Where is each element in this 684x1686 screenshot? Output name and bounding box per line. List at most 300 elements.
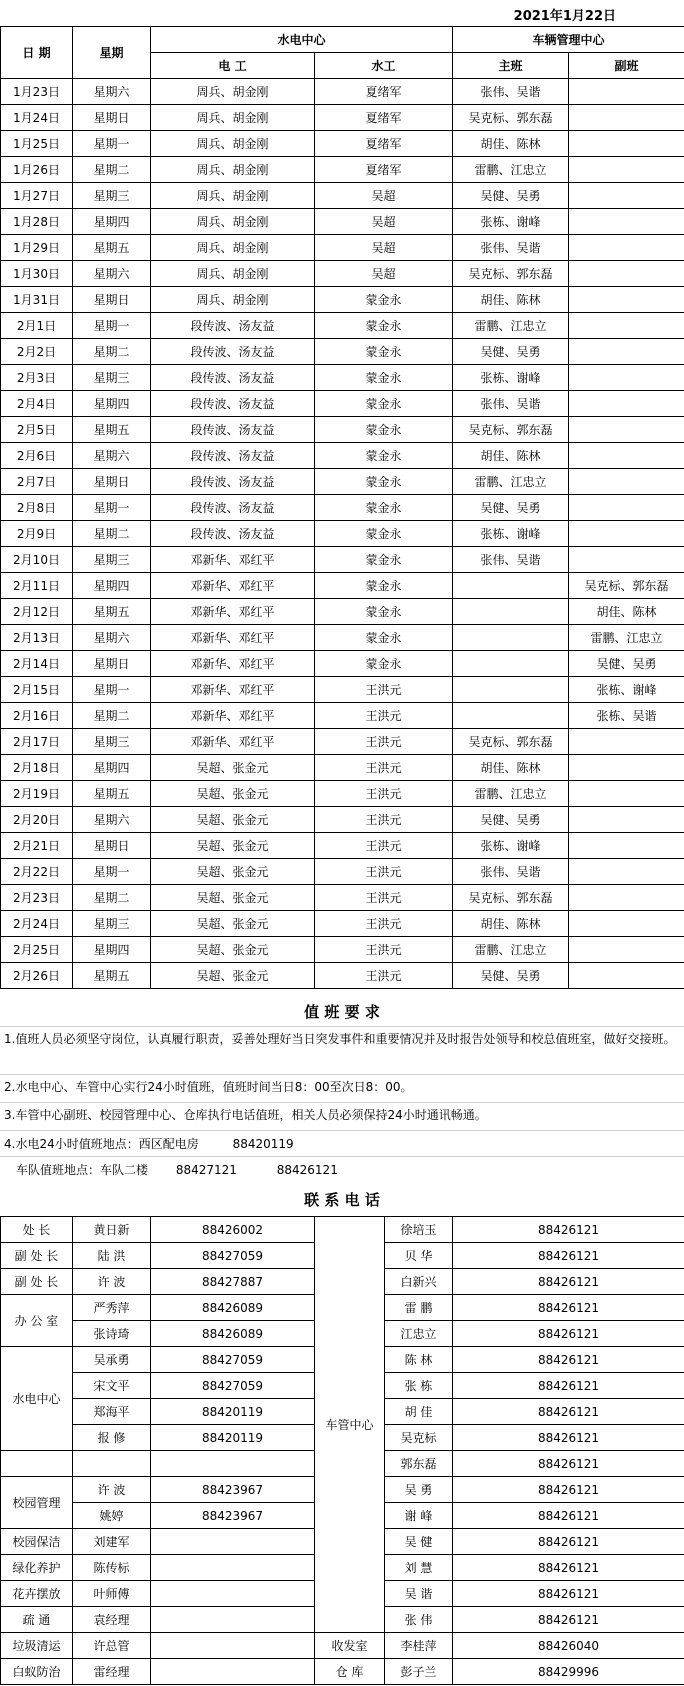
- schedule-electrician-cell: 周兵、胡金刚: [151, 131, 315, 157]
- schedule-vice-shift-cell: [569, 209, 684, 235]
- schedule-date-cell: 2月3日: [1, 365, 73, 391]
- schedule-row: [1, 677, 684, 703]
- schedule-plumber-cell: 王洪元: [315, 859, 453, 885]
- contact-role-cell: 收发室: [315, 1633, 385, 1659]
- contact-name-cell: 报 修: [73, 1425, 151, 1451]
- schedule-date-cell: 2月21日: [1, 833, 73, 859]
- contact-name-cell: 白新兴: [385, 1269, 453, 1295]
- contact-name-cell: 吴 谐: [385, 1581, 453, 1607]
- contact-phone-cell: 88427887: [151, 1269, 315, 1295]
- contact-phone-cell: 88427059: [151, 1243, 315, 1269]
- schedule-main-shift-cell: 吴健、吴勇: [453, 183, 569, 209]
- header-plumber: 水工: [315, 53, 453, 79]
- schedule-main-shift-cell: 吴健、吴勇: [453, 339, 569, 365]
- contacts-table: [0, 1216, 684, 1685]
- schedule-row: [1, 885, 684, 911]
- schedule-plumber-cell: 王洪元: [315, 703, 453, 729]
- schedule-date-cell: 2月8日: [1, 495, 73, 521]
- schedule-date-cell: 2月23日: [1, 885, 73, 911]
- schedule-row: [1, 287, 684, 313]
- schedule-electrician-cell: 吴超、张金元: [151, 937, 315, 963]
- water-duty-location-line: [0, 1130, 684, 1156]
- contact-phone-cell: 88426121: [453, 1347, 684, 1373]
- schedule-main-shift-cell: 吴克标、郭东磊: [453, 261, 569, 287]
- schedule-plumber-cell: 王洪元: [315, 807, 453, 833]
- schedule-vice-shift-cell: [569, 105, 684, 131]
- contact-name-cell: 李桂萍: [385, 1633, 453, 1659]
- schedule-electrician-cell: 吴超、张金元: [151, 833, 315, 859]
- contact-role-cell: 疏 通: [1, 1607, 73, 1633]
- schedule-electrician-cell: 邓新华、邓红平: [151, 703, 315, 729]
- contact-phone-cell: 88429996: [453, 1659, 684, 1685]
- schedule-row: [1, 495, 684, 521]
- schedule-weekday-cell: 星期六: [73, 625, 151, 651]
- schedule-date-cell: 2月10日: [1, 547, 73, 573]
- schedule-plumber-cell: 蒙金永: [315, 313, 453, 339]
- schedule-plumber-cell: 王洪元: [315, 755, 453, 781]
- contact-phone-cell: 88426121: [453, 1295, 684, 1321]
- schedule-row: [1, 339, 684, 365]
- schedule-main-shift-cell: 吴健、吴勇: [453, 807, 569, 833]
- schedule-main-shift-cell: 雷鹏、江忠立: [453, 937, 569, 963]
- schedule-vice-shift-cell: [569, 339, 684, 365]
- schedule-main-shift-cell: [453, 703, 569, 729]
- contact-phone-cell: [151, 1633, 315, 1659]
- schedule-electrician-cell: 邓新华、邓红平: [151, 677, 315, 703]
- contact-phone-cell: [151, 1529, 315, 1555]
- contact-name-cell: 许总管: [73, 1633, 151, 1659]
- contact-role-cell: 白蚁防治: [1, 1659, 73, 1685]
- schedule-electrician-cell: 邓新华、邓红平: [151, 547, 315, 573]
- schedule-electrician-cell: 周兵、胡金刚: [151, 105, 315, 131]
- schedule-weekday-cell: 星期二: [73, 157, 151, 183]
- contact-phone-cell: 88426121: [453, 1243, 684, 1269]
- water-duty-location: 4.水电24小时值班地点：西区配电房: [4, 1137, 199, 1151]
- schedule-weekday-cell: 星期日: [73, 287, 151, 313]
- schedule-plumber-cell: 王洪元: [315, 729, 453, 755]
- schedule-weekday-cell: 星期一: [73, 131, 151, 157]
- contact-role-cell: 处 长: [1, 1217, 73, 1243]
- contact-phone-cell: 88420119: [151, 1399, 315, 1425]
- schedule-vice-shift-cell: [569, 755, 684, 781]
- contact-row: [1, 1217, 684, 1243]
- schedule-vice-shift-cell: [569, 963, 684, 989]
- schedule-main-shift-cell: 吴克标、郭东磊: [453, 729, 569, 755]
- schedule-vice-shift-cell: [569, 833, 684, 859]
- schedule-row: [1, 859, 684, 885]
- contact-name-cell: 刘建军: [73, 1529, 151, 1555]
- contact-phone-cell: 88426040: [453, 1633, 684, 1659]
- schedule-date-cell: 2月19日: [1, 781, 73, 807]
- schedule-vice-shift-cell: [569, 287, 684, 313]
- schedule-plumber-cell: 王洪元: [315, 833, 453, 859]
- contact-phone-cell: 88426121: [453, 1425, 684, 1451]
- schedule-date-cell: 2月1日: [1, 313, 73, 339]
- contact-name-cell: 叶师傅: [73, 1581, 151, 1607]
- schedule-main-shift-cell: 吴克标、郭东磊: [453, 105, 569, 131]
- contact-role-cell: 校园保洁: [1, 1529, 73, 1555]
- schedule-plumber-cell: 王洪元: [315, 963, 453, 989]
- schedule-row: [1, 105, 684, 131]
- schedule-row: [1, 365, 684, 391]
- contact-row: [1, 1659, 684, 1685]
- schedule-vice-shift-cell: 吴健、吴勇: [569, 651, 684, 677]
- schedule-vice-shift-cell: [569, 417, 684, 443]
- schedule-plumber-cell: 蒙金永: [315, 547, 453, 573]
- schedule-main-shift-cell: 张伟、吴谐: [453, 79, 569, 105]
- schedule-vice-shift-cell: [569, 157, 684, 183]
- schedule-plumber-cell: 蒙金永: [315, 287, 453, 313]
- schedule-weekday-cell: 星期一: [73, 313, 151, 339]
- schedule-vice-shift-cell: 吴克标、郭东磊: [569, 573, 684, 599]
- schedule-electrician-cell: 段传波、汤友益: [151, 417, 315, 443]
- schedule-weekday-cell: 星期日: [73, 469, 151, 495]
- schedule-electrician-cell: 段传波、汤友益: [151, 339, 315, 365]
- contact-group-water-power: 水电中心: [1, 1347, 73, 1451]
- schedule-row: [1, 703, 684, 729]
- schedule-weekday-cell: 星期六: [73, 261, 151, 287]
- contact-name-cell: 吴承勇: [73, 1347, 151, 1373]
- schedule-main-shift-cell: 雷鹏、江忠立: [453, 157, 569, 183]
- schedule-date-cell: 2月6日: [1, 443, 73, 469]
- schedule-row: [1, 937, 684, 963]
- schedule-electrician-cell: 吴超、张金元: [151, 755, 315, 781]
- schedule-row: [1, 261, 684, 287]
- header-main-shift: 主班: [453, 53, 569, 79]
- contact-name-cell: 张诗琦: [73, 1321, 151, 1347]
- schedule-row: [1, 729, 684, 755]
- schedule-weekday-cell: 星期一: [73, 495, 151, 521]
- schedule-electrician-cell: 吴超、张金元: [151, 807, 315, 833]
- contact-empty-cell: [73, 1451, 151, 1477]
- schedule-weekday-cell: 星期五: [73, 781, 151, 807]
- schedule-main-shift-cell: 胡佳、陈林: [453, 131, 569, 157]
- schedule-weekday-cell: 星期四: [73, 209, 151, 235]
- schedule-plumber-cell: 王洪元: [315, 885, 453, 911]
- schedule-main-shift-cell: [453, 573, 569, 599]
- schedule-date-cell: 2月17日: [1, 729, 73, 755]
- schedule-date-cell: 1月31日: [1, 287, 73, 313]
- contact-empty-cell: [151, 1451, 315, 1477]
- schedule-plumber-cell: 蒙金永: [315, 495, 453, 521]
- contact-name-cell: 许 波: [73, 1269, 151, 1295]
- schedule-vice-shift-cell: [569, 131, 684, 157]
- schedule-row: [1, 963, 684, 989]
- contact-phone-cell: 88426121: [453, 1321, 684, 1347]
- schedule-date-cell: 2月13日: [1, 625, 73, 651]
- contact-phone-cell: 88426121: [453, 1529, 684, 1555]
- schedule-vice-shift-cell: [569, 183, 684, 209]
- contact-phone-cell: 88426121: [453, 1555, 684, 1581]
- header-weekday: 星期: [73, 27, 151, 79]
- schedule-main-shift-cell: [453, 625, 569, 651]
- contact-name-cell: 陆 洪: [73, 1243, 151, 1269]
- schedule-electrician-cell: 邓新华、邓红平: [151, 651, 315, 677]
- contact-name-cell: 江忠立: [385, 1321, 453, 1347]
- schedule-electrician-cell: 吴超、张金元: [151, 859, 315, 885]
- schedule-row: [1, 781, 684, 807]
- schedule-electrician-cell: 吴超、张金元: [151, 911, 315, 937]
- schedule-main-shift-cell: 张伟、吴谐: [453, 235, 569, 261]
- schedule-main-shift-cell: 雷鹏、江忠立: [453, 313, 569, 339]
- fleet-duty-location-line: [0, 1156, 684, 1182]
- document-date-line: [0, 0, 684, 26]
- schedule-date-cell: 2月25日: [1, 937, 73, 963]
- contact-name-cell: 袁经理: [73, 1607, 151, 1633]
- schedule-main-shift-cell: 胡佳、陈林: [453, 911, 569, 937]
- schedule-plumber-cell: 吴超: [315, 261, 453, 287]
- schedule-electrician-cell: 段传波、汤友益: [151, 469, 315, 495]
- contact-name-cell: 吴 健: [385, 1529, 453, 1555]
- schedule-row: [1, 651, 684, 677]
- schedule-electrician-cell: 吴超、张金元: [151, 885, 315, 911]
- schedule-date-cell: 2月9日: [1, 521, 73, 547]
- contact-name-cell: 胡 佳: [385, 1399, 453, 1425]
- contact-role-cell: 副 处 长: [1, 1243, 73, 1269]
- contact-name-cell: 彭子兰: [385, 1659, 453, 1685]
- fleet-duty-phone-2: 88426121: [276, 1163, 338, 1177]
- schedule-plumber-cell: 蒙金永: [315, 573, 453, 599]
- schedule-main-shift-cell: 胡佳、陈林: [453, 287, 569, 313]
- schedule-date-cell: 1月24日: [1, 105, 73, 131]
- schedule-vice-shift-cell: [569, 235, 684, 261]
- schedule-electrician-cell: 吴超、张金元: [151, 781, 315, 807]
- schedule-date-cell: 2月24日: [1, 911, 73, 937]
- contact-phone-cell: 88426121: [453, 1503, 684, 1529]
- contact-phone-cell: 88426089: [151, 1295, 315, 1321]
- schedule-date-cell: 1月28日: [1, 209, 73, 235]
- schedule-plumber-cell: 蒙金永: [315, 391, 453, 417]
- schedule-electrician-cell: 周兵、胡金刚: [151, 287, 315, 313]
- contact-role-cell: 绿化养护: [1, 1555, 73, 1581]
- schedule-date-cell: 2月15日: [1, 677, 73, 703]
- schedule-electrician-cell: 周兵、胡金刚: [151, 235, 315, 261]
- contact-phone-cell: 88423967: [151, 1503, 315, 1529]
- contact-phone-cell: 88426089: [151, 1321, 315, 1347]
- schedule-weekday-cell: 星期四: [73, 755, 151, 781]
- schedule-date-cell: 2月4日: [1, 391, 73, 417]
- contact-phone-cell: 88426121: [453, 1217, 684, 1243]
- schedule-vice-shift-cell: [569, 495, 684, 521]
- schedule-plumber-cell: 蒙金永: [315, 651, 453, 677]
- requirement-item: 2.水电中心、车管中心实行24小时值班，值班时间当日8：00至次日8：00。: [0, 1074, 684, 1102]
- schedule-vice-shift-cell: [569, 729, 684, 755]
- schedule-main-shift-cell: 吴克标、郭东磊: [453, 885, 569, 911]
- schedule-vice-shift-cell: [569, 313, 684, 339]
- schedule-row: [1, 391, 684, 417]
- schedule-row: [1, 209, 684, 235]
- schedule-weekday-cell: 星期一: [73, 677, 151, 703]
- schedule-weekday-cell: 星期五: [73, 599, 151, 625]
- schedule-weekday-cell: 星期二: [73, 885, 151, 911]
- schedule-weekday-cell: 星期五: [73, 963, 151, 989]
- schedule-vice-shift-cell: [569, 469, 684, 495]
- schedule-row: [1, 131, 684, 157]
- schedule-vice-shift-cell: [569, 547, 684, 573]
- contact-phone-cell: 88420119: [151, 1425, 315, 1451]
- schedule-row: [1, 625, 684, 651]
- schedule-row: [1, 807, 684, 833]
- schedule-weekday-cell: 星期一: [73, 859, 151, 885]
- schedule-weekday-cell: 星期四: [73, 391, 151, 417]
- schedule-main-shift-cell: 吴健、吴勇: [453, 495, 569, 521]
- schedule-vice-shift-cell: 胡佳、陈林: [569, 599, 684, 625]
- contacts-title: 联 系 电 话: [304, 1191, 380, 1209]
- schedule-vice-shift-cell: [569, 261, 684, 287]
- schedule-row: [1, 833, 684, 859]
- schedule-plumber-cell: 蒙金永: [315, 469, 453, 495]
- schedule-vice-shift-cell: [569, 365, 684, 391]
- schedule-plumber-cell: 王洪元: [315, 677, 453, 703]
- schedule-electrician-cell: 吴超、张金元: [151, 963, 315, 989]
- schedule-weekday-cell: 星期日: [73, 833, 151, 859]
- schedule-main-shift-cell: 吴克标、郭东磊: [453, 417, 569, 443]
- schedule-main-shift-cell: 胡佳、陈林: [453, 755, 569, 781]
- schedule-electrician-cell: 邓新华、邓红平: [151, 599, 315, 625]
- schedule-weekday-cell: 星期二: [73, 703, 151, 729]
- schedule-main-shift-cell: 张栋、谢峰: [453, 209, 569, 235]
- schedule-date-cell: 1月30日: [1, 261, 73, 287]
- schedule-vice-shift-cell: 张栋、吴谐: [569, 703, 684, 729]
- schedule-row: [1, 573, 684, 599]
- contact-role-cell: 仓 库: [315, 1659, 385, 1685]
- schedule-date-cell: 2月16日: [1, 703, 73, 729]
- schedule-main-shift-cell: [453, 677, 569, 703]
- schedule-electrician-cell: 周兵、胡金刚: [151, 157, 315, 183]
- schedule-plumber-cell: 蒙金永: [315, 625, 453, 651]
- contact-name-cell: 贝 华: [385, 1243, 453, 1269]
- schedule-vice-shift-cell: [569, 807, 684, 833]
- schedule-plumber-cell: 蒙金永: [315, 365, 453, 391]
- contact-name-cell: 陈 林: [385, 1347, 453, 1373]
- schedule-main-shift-cell: 张伟、吴谐: [453, 391, 569, 417]
- schedule-vice-shift-cell: [569, 521, 684, 547]
- schedule-electrician-cell: 周兵、胡金刚: [151, 261, 315, 287]
- schedule-row: [1, 235, 684, 261]
- schedule-main-shift-cell: 吴健、吴勇: [453, 963, 569, 989]
- schedule-main-shift-cell: 张栋、谢峰: [453, 833, 569, 859]
- contact-name-cell: 张 伟: [385, 1607, 453, 1633]
- contact-name-cell: 陈传标: [73, 1555, 151, 1581]
- schedule-vice-shift-cell: [569, 937, 684, 963]
- schedule-row: [1, 547, 684, 573]
- schedule-vice-shift-cell: [569, 781, 684, 807]
- contact-name-cell: 刘 慧: [385, 1555, 453, 1581]
- contact-phone-cell: 88426121: [453, 1607, 684, 1633]
- schedule-plumber-cell: 王洪元: [315, 937, 453, 963]
- schedule-weekday-cell: 星期日: [73, 651, 151, 677]
- schedule-date-cell: 1月29日: [1, 235, 73, 261]
- schedule-weekday-cell: 星期二: [73, 339, 151, 365]
- contact-phone-cell: 88426121: [453, 1451, 684, 1477]
- contact-name-cell: 张 栋: [385, 1373, 453, 1399]
- schedule-date-cell: 2月22日: [1, 859, 73, 885]
- schedule-electrician-cell: 段传波、汤友益: [151, 495, 315, 521]
- contact-role-cell: 副 处 长: [1, 1269, 73, 1295]
- contacts-body: [1, 1217, 684, 1685]
- schedule-date-cell: 2月7日: [1, 469, 73, 495]
- schedule-header-row-1: [1, 27, 684, 53]
- schedule-date-cell: 1月23日: [1, 79, 73, 105]
- schedule-date-cell: 1月26日: [1, 157, 73, 183]
- schedule-row: [1, 313, 684, 339]
- contact-name-cell: 黄日新: [73, 1217, 151, 1243]
- header-vehicle-center: 车辆管理中心: [453, 27, 684, 53]
- requirement-item: 3.车管中心副班、校园管理中心、仓库执行电话值班，相关人员必须保持24小时通讯畅通。: [0, 1102, 684, 1130]
- requirements-list: [0, 1026, 684, 1182]
- schedule-weekday-cell: 星期日: [73, 105, 151, 131]
- schedule-main-shift-cell: 雷鹏、江忠立: [453, 469, 569, 495]
- schedule-date-cell: 2月5日: [1, 417, 73, 443]
- contact-name-cell: 严秀萍: [73, 1295, 151, 1321]
- schedule-plumber-cell: 蒙金永: [315, 599, 453, 625]
- schedule-body: [1, 79, 684, 989]
- schedule-vice-shift-cell: 张栋、谢峰: [569, 677, 684, 703]
- schedule-date-cell: 2月12日: [1, 599, 73, 625]
- schedule-electrician-cell: 邓新华、邓红平: [151, 729, 315, 755]
- requirement-item: 1.值班人员必须坚守岗位，认真履行职责，妥善处理好当日突发事件和重要情况并及时报告处领导和校总值班室，做好交接班。: [0, 1026, 684, 1074]
- contact-phone-cell: 88423967: [151, 1477, 315, 1503]
- fleet-duty-location: 车队值班地点：车队二楼: [16, 1163, 149, 1177]
- schedule-plumber-cell: 蒙金永: [315, 443, 453, 469]
- schedule-row: [1, 417, 684, 443]
- contact-name-cell: 姚婷: [73, 1503, 151, 1529]
- schedule-weekday-cell: 星期二: [73, 521, 151, 547]
- contact-phone-cell: 88426121: [453, 1269, 684, 1295]
- contact-phone-cell: 88427059: [151, 1347, 315, 1373]
- schedule-main-shift-cell: 张伟、吴谐: [453, 547, 569, 573]
- schedule-vice-shift-cell: [569, 391, 684, 417]
- contact-empty-cell: [1, 1451, 73, 1477]
- schedule-electrician-cell: 周兵、胡金刚: [151, 209, 315, 235]
- contact-name-cell: 徐培玉: [385, 1217, 453, 1243]
- contact-phone-cell: [151, 1607, 315, 1633]
- schedule-electrician-cell: 周兵、胡金刚: [151, 183, 315, 209]
- header-vice-shift: 副班: [569, 53, 684, 79]
- schedule-electrician-cell: 邓新华、邓红平: [151, 573, 315, 599]
- schedule-plumber-cell: 夏绪军: [315, 105, 453, 131]
- contact-group-campus: 校园管理: [1, 1477, 73, 1529]
- schedule-weekday-cell: 星期三: [73, 911, 151, 937]
- schedule-vice-shift-cell: [569, 443, 684, 469]
- contact-phone-cell: 88426121: [453, 1581, 684, 1607]
- schedule-row: [1, 183, 684, 209]
- schedule-date-cell: 1月27日: [1, 183, 73, 209]
- schedule-row: [1, 521, 684, 547]
- schedule-plumber-cell: 王洪元: [315, 781, 453, 807]
- contact-name-cell: 郭东磊: [385, 1451, 453, 1477]
- schedule-weekday-cell: 星期四: [73, 937, 151, 963]
- schedule-plumber-cell: 蒙金永: [315, 417, 453, 443]
- contact-name-cell: 宋文平: [73, 1373, 151, 1399]
- schedule-date-cell: 2月18日: [1, 755, 73, 781]
- fleet-duty-phone-1: 88427121: [175, 1163, 237, 1177]
- schedule-plumber-cell: 王洪元: [315, 911, 453, 937]
- contact-name-cell: 郑海平: [73, 1399, 151, 1425]
- schedule-main-shift-cell: 雷鹏、江忠立: [453, 781, 569, 807]
- schedule-vice-shift-cell: [569, 911, 684, 937]
- schedule-row: [1, 443, 684, 469]
- schedule-electrician-cell: 段传波、汤友益: [151, 391, 315, 417]
- schedule-main-shift-cell: 张栋、谢峰: [453, 365, 569, 391]
- schedule-weekday-cell: 星期六: [73, 443, 151, 469]
- schedule-electrician-cell: 段传波、汤友益: [151, 313, 315, 339]
- schedule-vice-shift-cell: 雷鹏、江忠立: [569, 625, 684, 651]
- contact-phone-cell: 88426121: [453, 1399, 684, 1425]
- contact-phone-cell: [151, 1555, 315, 1581]
- requirements-title: 值 班 要 求: [304, 1003, 380, 1021]
- schedule-row: [1, 755, 684, 781]
